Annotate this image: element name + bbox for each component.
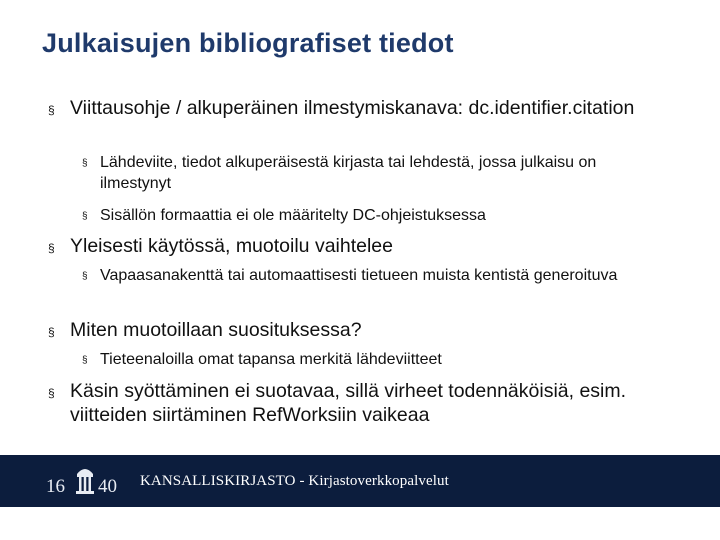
slide-title: Julkaisujen bibliografiset tiedot <box>42 28 454 58</box>
library-logo-icon <box>44 462 126 500</box>
bullet-text: Tieteenaloilla omat tapansa merkitä lähdeviitteet <box>100 351 442 368</box>
bullet-text: Käsin syöttäminen ei suotavaa, sillä virheet todennäköisiä, esim. viitteiden siirtäminen RefWorksiin vaikeaa <box>70 380 627 426</box>
bullet-text: Sisällön formaattia ei ole määritelty DC-ohjeistuksessa <box>100 207 486 224</box>
bullet-item <box>48 379 688 427</box>
bullet-icon: § <box>48 325 55 339</box>
bullet-text: Yleisesti käytössä, muotoilu vaihtelee <box>70 235 393 257</box>
bullet-icon: § <box>82 211 88 222</box>
sub-bullet-item <box>82 205 662 226</box>
sub-bullet-item <box>82 265 662 286</box>
footer-org-name: KANSALLISKIRJASTO - Kirjastoverkkopalvelut <box>140 473 449 489</box>
bullet-icon: § <box>82 271 88 282</box>
footer-bar <box>0 455 720 507</box>
sub-bullet-item <box>82 349 662 370</box>
logo-year-right: 40 <box>98 476 117 497</box>
bullet-text: Miten muotoillaan suosituksessa? <box>70 319 362 341</box>
logo-year-left: 16 <box>46 476 65 497</box>
bullet-icon: § <box>48 103 55 117</box>
bullet-item <box>48 96 688 120</box>
bullet-text: Lähdeviite, tiedot alkuperäisestä kirjasta tai lehdestä, jossa julkaisu on ilmestynyt <box>100 154 597 192</box>
bullet-text: Viittausohje / alkuperäinen ilmestymiskanava: dc.identifier.citation <box>70 97 635 119</box>
column-emblem-icon <box>76 469 94 494</box>
sub-bullet-item <box>82 152 662 194</box>
bullet-text: Vapaasanakenttä tai automaattisesti tietueen muista kentistä generoituva <box>100 267 618 284</box>
bullet-item <box>48 234 688 258</box>
bullet-icon: § <box>82 158 88 169</box>
bullet-icon: § <box>48 241 55 255</box>
bullet-icon: § <box>82 355 88 366</box>
bullet-item <box>48 318 688 342</box>
bullet-icon: § <box>48 386 55 400</box>
